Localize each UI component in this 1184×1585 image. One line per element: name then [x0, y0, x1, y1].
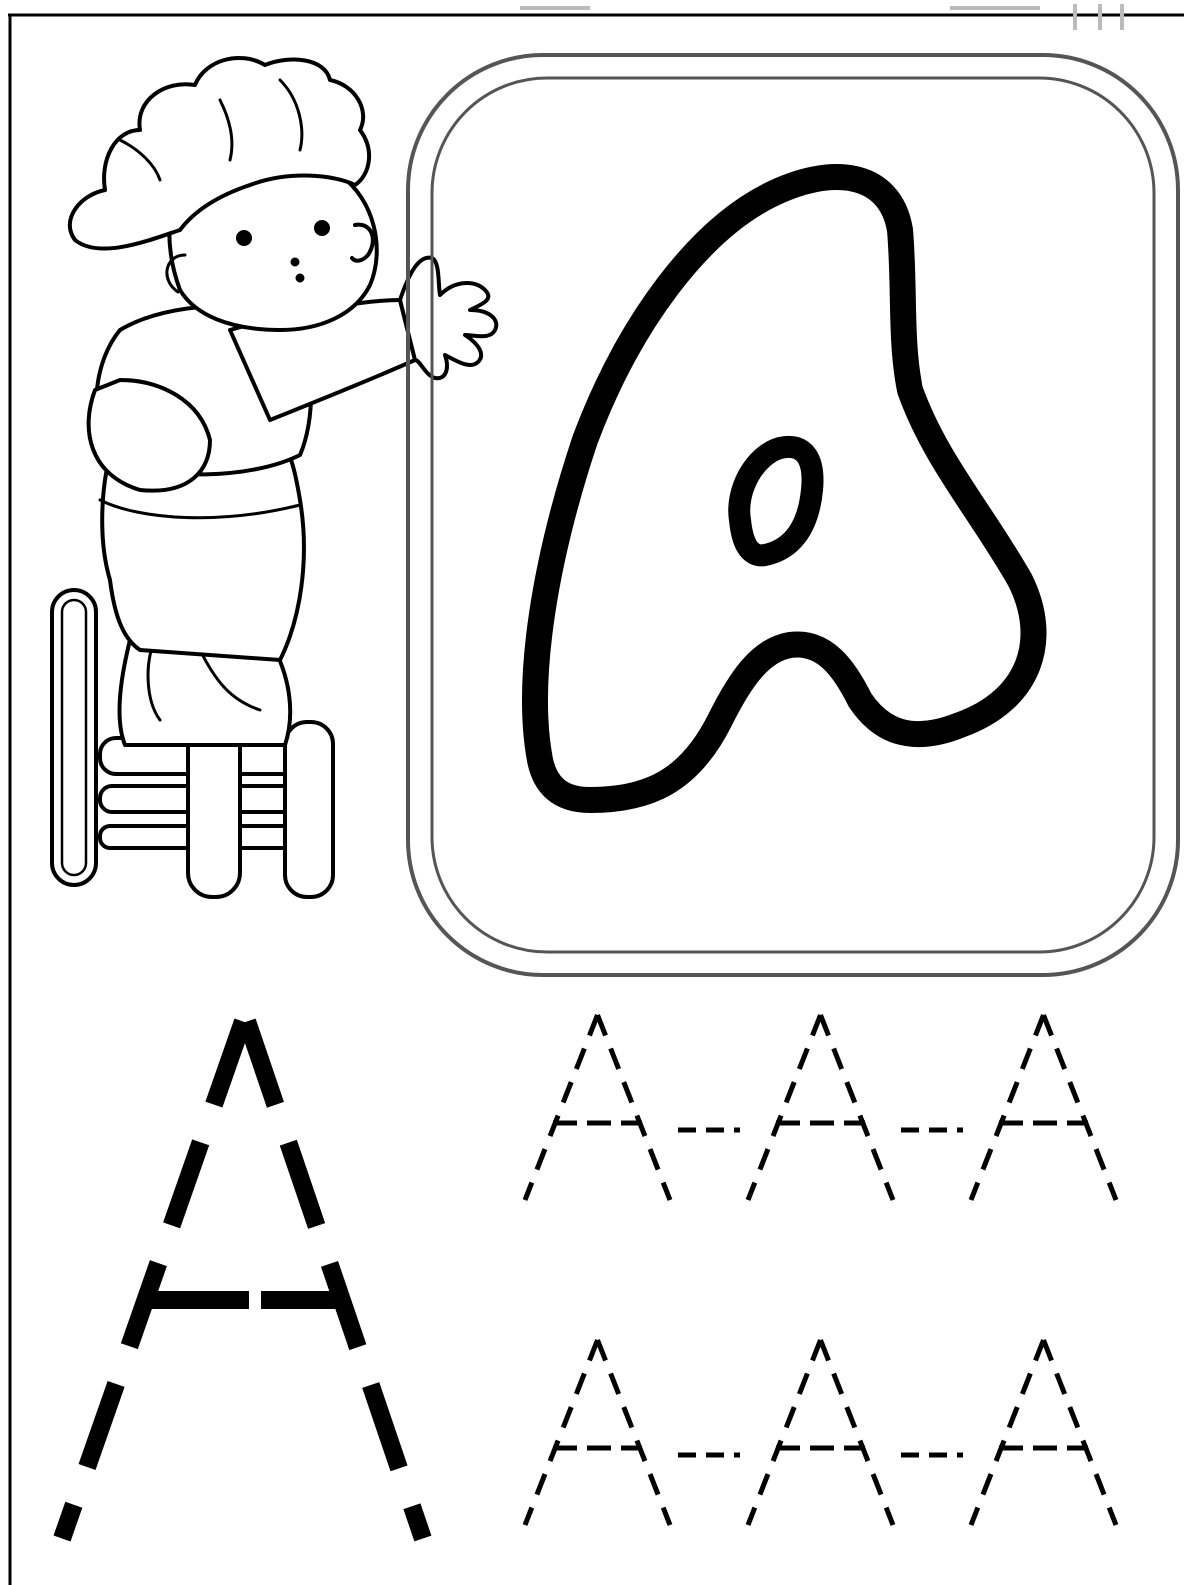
trace-letter-right-stroke: [598, 1340, 671, 1525]
trace-letter-left-stroke: [748, 1015, 821, 1200]
trace-rows: [525, 1015, 1116, 1525]
large-trace-letter: [65, 1030, 420, 1530]
child-illustration-icon: [52, 58, 496, 897]
trace-row: [525, 1340, 1116, 1525]
trace-letter-right-stroke: [821, 1015, 894, 1200]
trace-letter: [971, 1340, 1116, 1525]
trace-letter: [525, 1340, 670, 1525]
trace-letter: [748, 1340, 893, 1525]
trace-letter: [525, 1015, 670, 1200]
trace-letter-right-stroke: [1044, 1340, 1117, 1525]
trace-letter-right-stroke: [821, 1340, 894, 1525]
trace-letter-left-stroke: [525, 1340, 598, 1525]
trace-letter-left-stroke: [748, 1340, 821, 1525]
big-outlined-letter: [535, 177, 1033, 800]
trace-letter-left-stroke: [971, 1340, 1044, 1525]
trace-letter-left-stroke: [971, 1015, 1044, 1200]
trace-letter: [748, 1015, 893, 1200]
trace-letter-left-stroke: [525, 1015, 598, 1200]
trace-letter-right-stroke: [1044, 1015, 1117, 1200]
scan-marks: [520, 4, 1122, 30]
trace-row: [525, 1015, 1116, 1200]
trace-letter-right-stroke: [598, 1015, 671, 1200]
trace-letter: [971, 1015, 1116, 1200]
